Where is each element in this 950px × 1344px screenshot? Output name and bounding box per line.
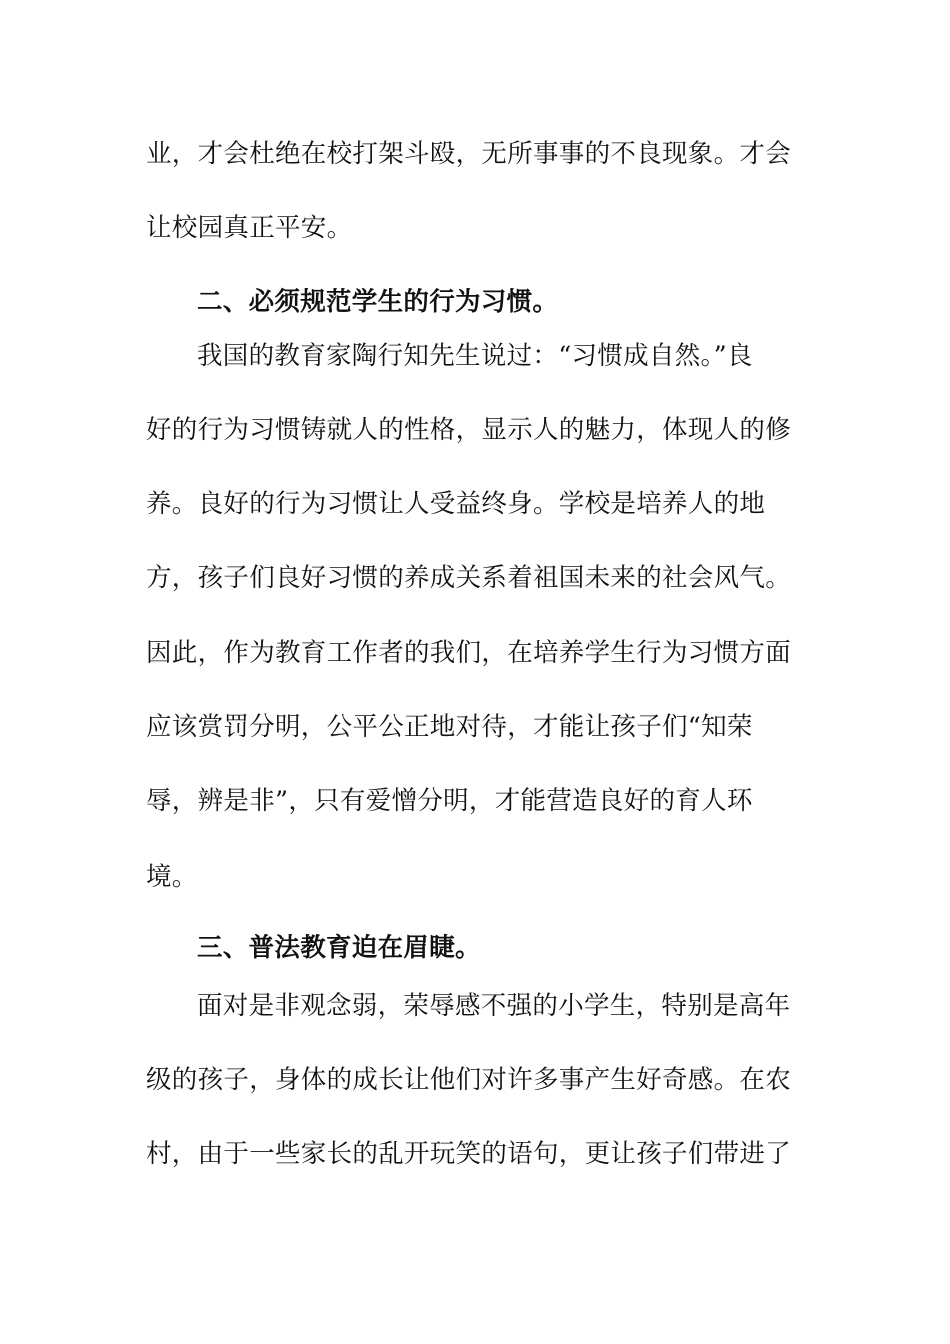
body-text-line: 好的行为习惯铸就人的性格，显示人的魅力，体现人的修 bbox=[146, 415, 792, 445]
body-text-line: 养。良好的行为习惯让人受益终身。学校是培养人的地 bbox=[146, 489, 766, 519]
body-text-line: 业，才会杜绝在校打架斗殴，无所事事的不良现象。才会 bbox=[146, 139, 792, 169]
body-text-line: 境。 bbox=[146, 862, 198, 892]
body-text-line: 村，由于一些家长的乱开玩笑的语句，更让孩子们带进了 bbox=[146, 1139, 792, 1169]
section-heading: 二、必须规范学生的行为习惯。 bbox=[197, 287, 559, 317]
body-text-line: 级的孩子，身体的成长让他们对许多事产生好奇感。在农 bbox=[146, 1065, 792, 1095]
body-text-line: 让校园真正平安。 bbox=[146, 213, 353, 243]
body-text-line: 应该赏罚分明，公平公正地对待，才能让孩子们“知荣 bbox=[146, 712, 753, 742]
body-text-line: 方，孩子们良好习惯的养成关系着祖国未来的社会风气。 bbox=[146, 563, 792, 593]
body-text-line: 因此，作为教育工作者的我们，在培养学生行为习惯方面 bbox=[146, 638, 792, 668]
body-text-line: 辱，辨是非”，只有爱憎分明，才能营造良好的育人环 bbox=[146, 786, 753, 816]
body-text-line: 面对是非观念弱，荣辱感不强的小学生，特别是高年 bbox=[197, 991, 791, 1021]
section-heading: 三、普法教育迫在眉睫。 bbox=[197, 933, 481, 963]
body-text-line: 我国的教育家陶行知先生说过：“习惯成自然。”良 bbox=[197, 341, 753, 371]
